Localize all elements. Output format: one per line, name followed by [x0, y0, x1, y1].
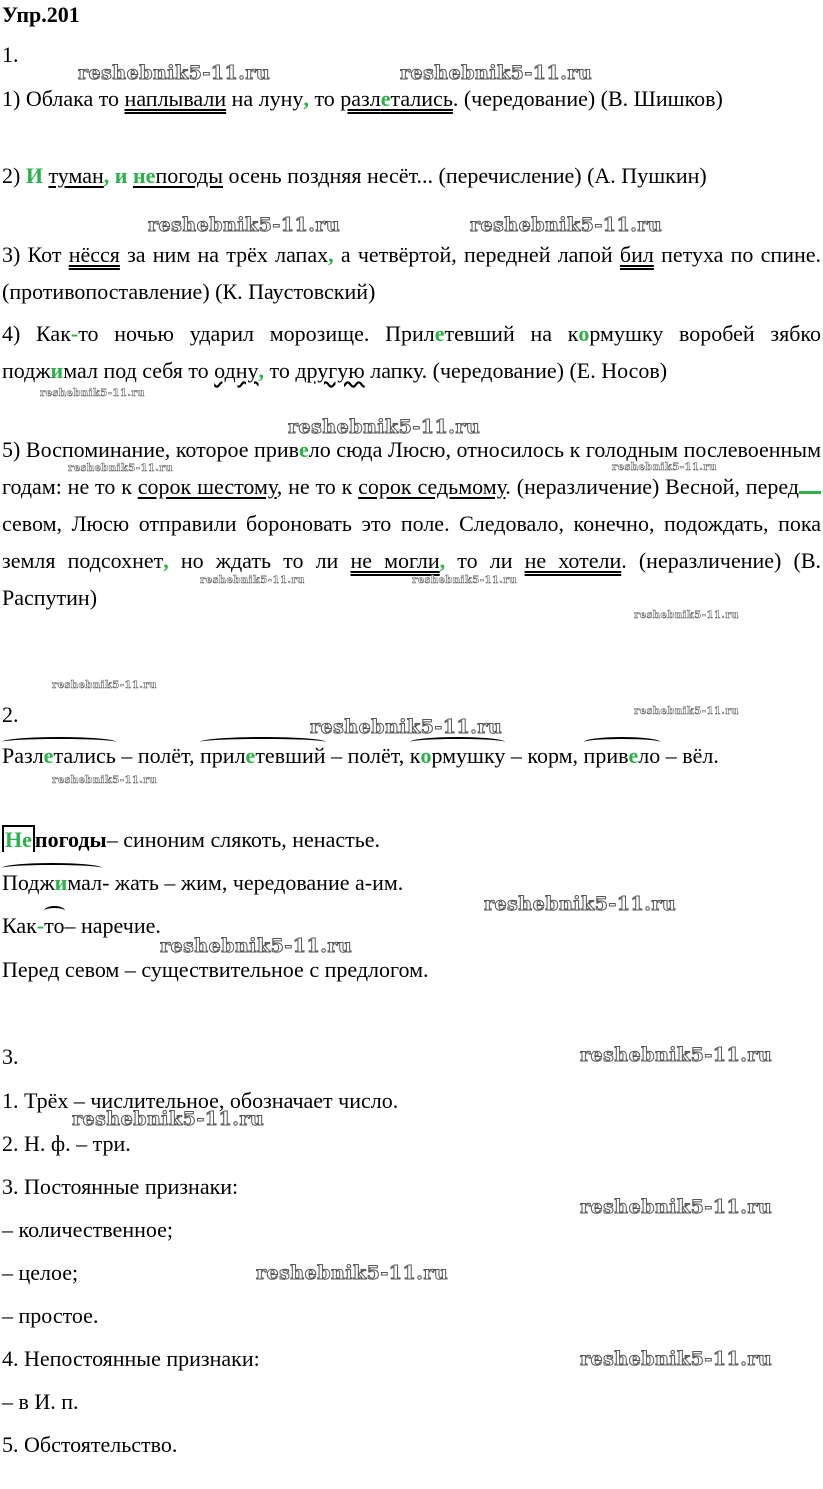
morph-line: – целое;	[2, 1260, 79, 1285]
morph-line: 5. Обстоятельство.	[2, 1432, 178, 1457]
gap-mark	[799, 473, 821, 494]
morph-line: – простое.	[2, 1303, 99, 1328]
watermark: reshebnik5-11.ru	[484, 893, 677, 915]
watermark: reshebnik5-11.ru	[160, 935, 353, 957]
watermark: reshebnik5-11.ru	[200, 575, 305, 586]
sentence-1: 1) Облака то наплывали на луну, то разлетались. (чередование) (В. Шишков)	[2, 86, 723, 111]
watermark: reshebnik5-11.ru	[400, 62, 593, 84]
morph-line: 4. Непостоянные признаки:	[2, 1346, 260, 1371]
watermark: reshebnik5-11.ru	[52, 680, 157, 691]
morph-line: – в И. п.	[2, 1389, 79, 1414]
analysis-line-1: Разлетались – полёт, прилетевший – полёт, кормушку – корм, привело – вёл.	[2, 743, 719, 768]
section-1-number: 1.	[2, 42, 19, 67]
morph-line: – количественное;	[2, 1217, 174, 1242]
watermark: reshebnik5-11.ru	[78, 62, 271, 84]
sentence-2: 2) И туман, и непогоды осень поздняя несёт... (перечисление) (А. Пушкин)	[2, 163, 707, 188]
watermark: reshebnik5-11.ru	[68, 463, 173, 474]
watermark: reshebnik5-11.ru	[412, 575, 517, 586]
watermark: reshebnik5-11.ru	[256, 1262, 449, 1284]
watermark: reshebnik5-11.ru	[72, 1108, 265, 1130]
analysis-line-3: Поджимал- жать – жим, чередование а-им.	[2, 868, 403, 898]
watermark: reshebnik5-11.ru	[148, 214, 341, 236]
watermark: reshebnik5-11.ru	[580, 1348, 773, 1370]
analysis-line-4: Как-то– наречие.	[2, 911, 161, 941]
watermark: reshebnik5-11.ru	[40, 388, 145, 399]
morph-line: 2. Н. ф. – три.	[2, 1131, 131, 1156]
page-title: Упр.201	[2, 2, 80, 27]
section-2-number: 2.	[2, 702, 19, 727]
sentence-4: 4) Как-то ночью ударил морозище. Прилетевший на кормушку воробей зябко поджимал под себя то одну, то другую лапку. (чередование) (Е. Носов)	[2, 321, 821, 383]
morph-line: 3. Постоянные признаки:	[2, 1174, 239, 1199]
watermark: reshebnik5-11.ru	[580, 1044, 773, 1066]
watermark: reshebnik5-11.ru	[580, 1196, 773, 1218]
analysis-line-2: Не погоды– синоним слякоть, ненастье.	[2, 825, 380, 855]
watermark: reshebnik5-11.ru	[470, 214, 663, 236]
watermark: reshebnik5-11.ru	[634, 706, 739, 717]
watermark: reshebnik5-11.ru	[288, 416, 481, 438]
analysis-line-5: Перед севом – существительное с предлогом.	[2, 957, 429, 982]
watermark: reshebnik5-11.ru	[634, 610, 739, 621]
watermark: reshebnik5-11.ru	[52, 775, 157, 786]
section-3-number: 3.	[2, 1044, 19, 1069]
watermark: reshebnik5-11.ru	[310, 716, 503, 738]
sentence-3: 3) Кот нёсся за ним на трёх лапах, а четвёртой, передней лапой бил петуха по спине. (противопоставление) (К. Паустовский)	[2, 242, 822, 304]
watermark: reshebnik5-11.ru	[612, 462, 717, 473]
sentence-5: 5) Воспоминание, которое привело сюда Люсю, относилось к голодным послевоенным годам: не то к сорок шестому, не то к сорок седьмому. (неразличение) Весной, передсевом, Люсю отправили бороновать это поле. Следовало, конечно, подождать, пока земля подсохнет, но ждать то ли не могли, то ли не хотели. (неразличение) (В. Распутин)	[2, 437, 821, 610]
morph-line: 1. Трёх – числительное, обозначает число.	[2, 1088, 399, 1113]
